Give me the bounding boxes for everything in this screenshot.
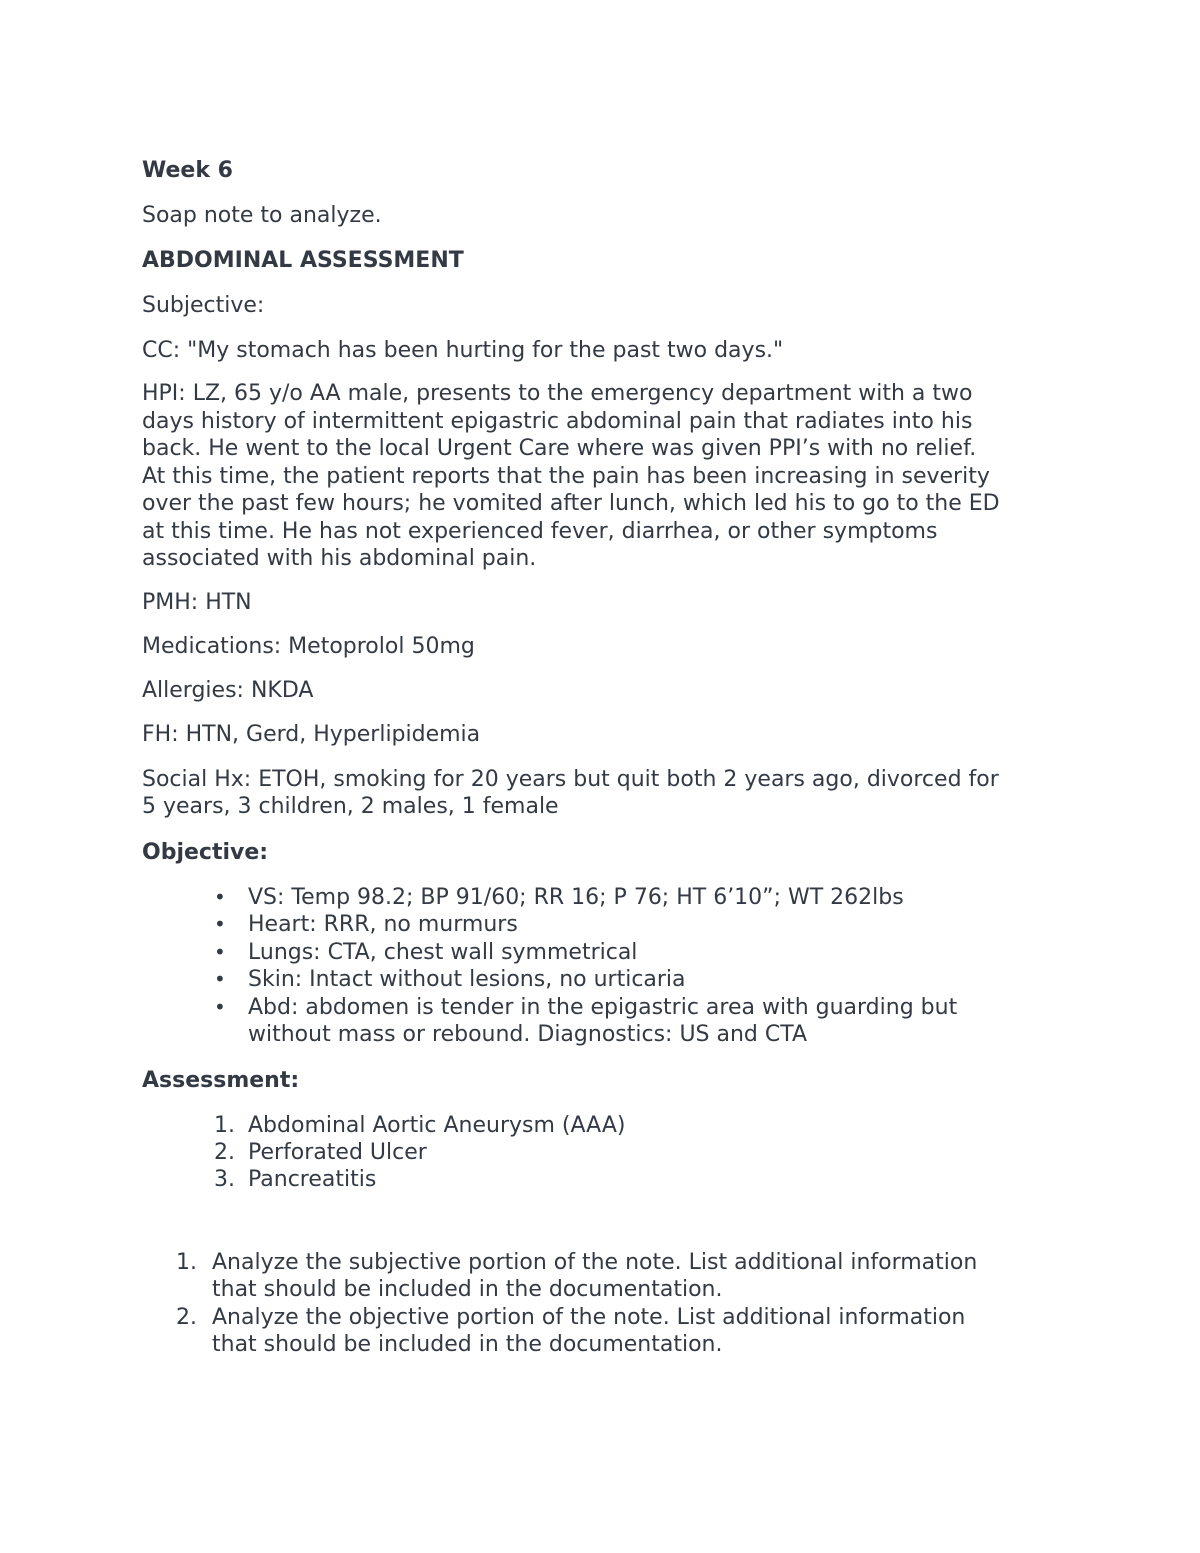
list-number: 2. [214,1139,235,1165]
allergies-line: Allergies: NKDA [142,677,314,703]
list-item [142,911,1072,939]
list-item [142,1139,1072,1166]
section-title: ABDOMINAL ASSESSMENT [142,248,464,273]
question-item [142,1249,1072,1304]
list-item-text: Pancreatitis [248,1166,377,1192]
list-number: 1. [176,1249,197,1275]
list-item [142,884,1072,912]
questions-list [142,1249,1072,1359]
social-history-line: Social Hx: ETOH, smoking for 20 years but quit both 2 years ago, divorced for [142,766,999,792]
bullet-icon: • [214,939,226,964]
list-item-text: without mass or rebound. Diagnostics: US and CTA [248,1022,808,1047]
assessment-list [142,1112,1072,1193]
list-item-text: Heart: RRR, no murmurs [248,912,518,937]
list-item [142,1112,1072,1139]
question-text: Analyze the objective portion of the note. List additional information [212,1304,966,1330]
list-number: 1. [214,1112,235,1138]
question-text: that should be included in the documentation. [212,1277,723,1302]
bullet-icon: • [214,967,226,991]
social-history-line: 5 years, 3 children, 2 males, 1 female [142,794,559,819]
hpi-line: over the past few hours; he vomited after lunch, which led his to go to the ED [142,491,1000,516]
question-text: Analyze the subjective portion of the note. List additional information [212,1249,978,1275]
list-item [142,994,1072,1049]
medications-line: Medications: Metoprolol 50mg [142,633,475,659]
hpi-line: days history of intermittent epigastric abdominal pain that radiates into his [142,408,973,434]
subjective-label: Subjective: [142,293,265,318]
list-item [142,939,1072,967]
week-heading: Week 6 [142,158,233,183]
question-item [142,1304,1072,1359]
bullet-icon: • [214,994,226,1019]
list-item-text: Lungs: CTA, chest wall symmetrical [248,939,638,965]
hpi-line: HPI: LZ, 65 y/o AA male, presents to the emergency department with a two [142,381,973,406]
list-item-text: Skin: Intact without lesions, no urticaria [248,967,686,992]
pmh-line: PMH: HTN [142,589,252,615]
list-item-text: Abdominal Aortic Aneurysm (AAA) [248,1112,626,1138]
bullet-icon: • [214,912,226,936]
intro-text: Soap note to analyze. [142,203,382,228]
chief-complaint: CC: "My stomach has been hurting for the past two days." [142,338,784,363]
bullet-icon: • [214,884,226,909]
hpi-line: back. He went to the local Urgent Care where was given PPI’s with no relief. [142,436,977,461]
document-body [142,157,1072,1359]
list-item-text: Abd: abdomen is tender in the epigastric area with guarding but [248,994,958,1020]
hpi-line: associated with his abdominal pain. [142,546,537,571]
list-item [142,1166,1072,1193]
list-number: 3. [214,1166,235,1192]
list-item-text: Perforated Ulcer [248,1139,427,1165]
assessment-label: Assessment: [142,1067,300,1093]
hpi-line: at this time. He has not experienced fever, diarrhea, or other symptoms [142,518,938,544]
hpi-line: At this time, the patient reports that the pain has been increasing in severity [142,463,990,489]
list-number: 2. [176,1304,197,1330]
list-item [142,966,1072,994]
list-item-text: VS: Temp 98.2; BP 91/60; RR 16; P 76; HT 6’10”; WT 262lbs [248,884,904,910]
family-history-line: FH: HTN, Gerd, Hyperlipidemia [142,721,481,747]
hpi-paragraph [142,380,1072,573]
social-history-paragraph [142,766,1072,821]
question-text: that should be included in the documentation. [212,1332,723,1357]
objective-label: Objective: [142,839,269,865]
objective-list [142,884,1072,1049]
